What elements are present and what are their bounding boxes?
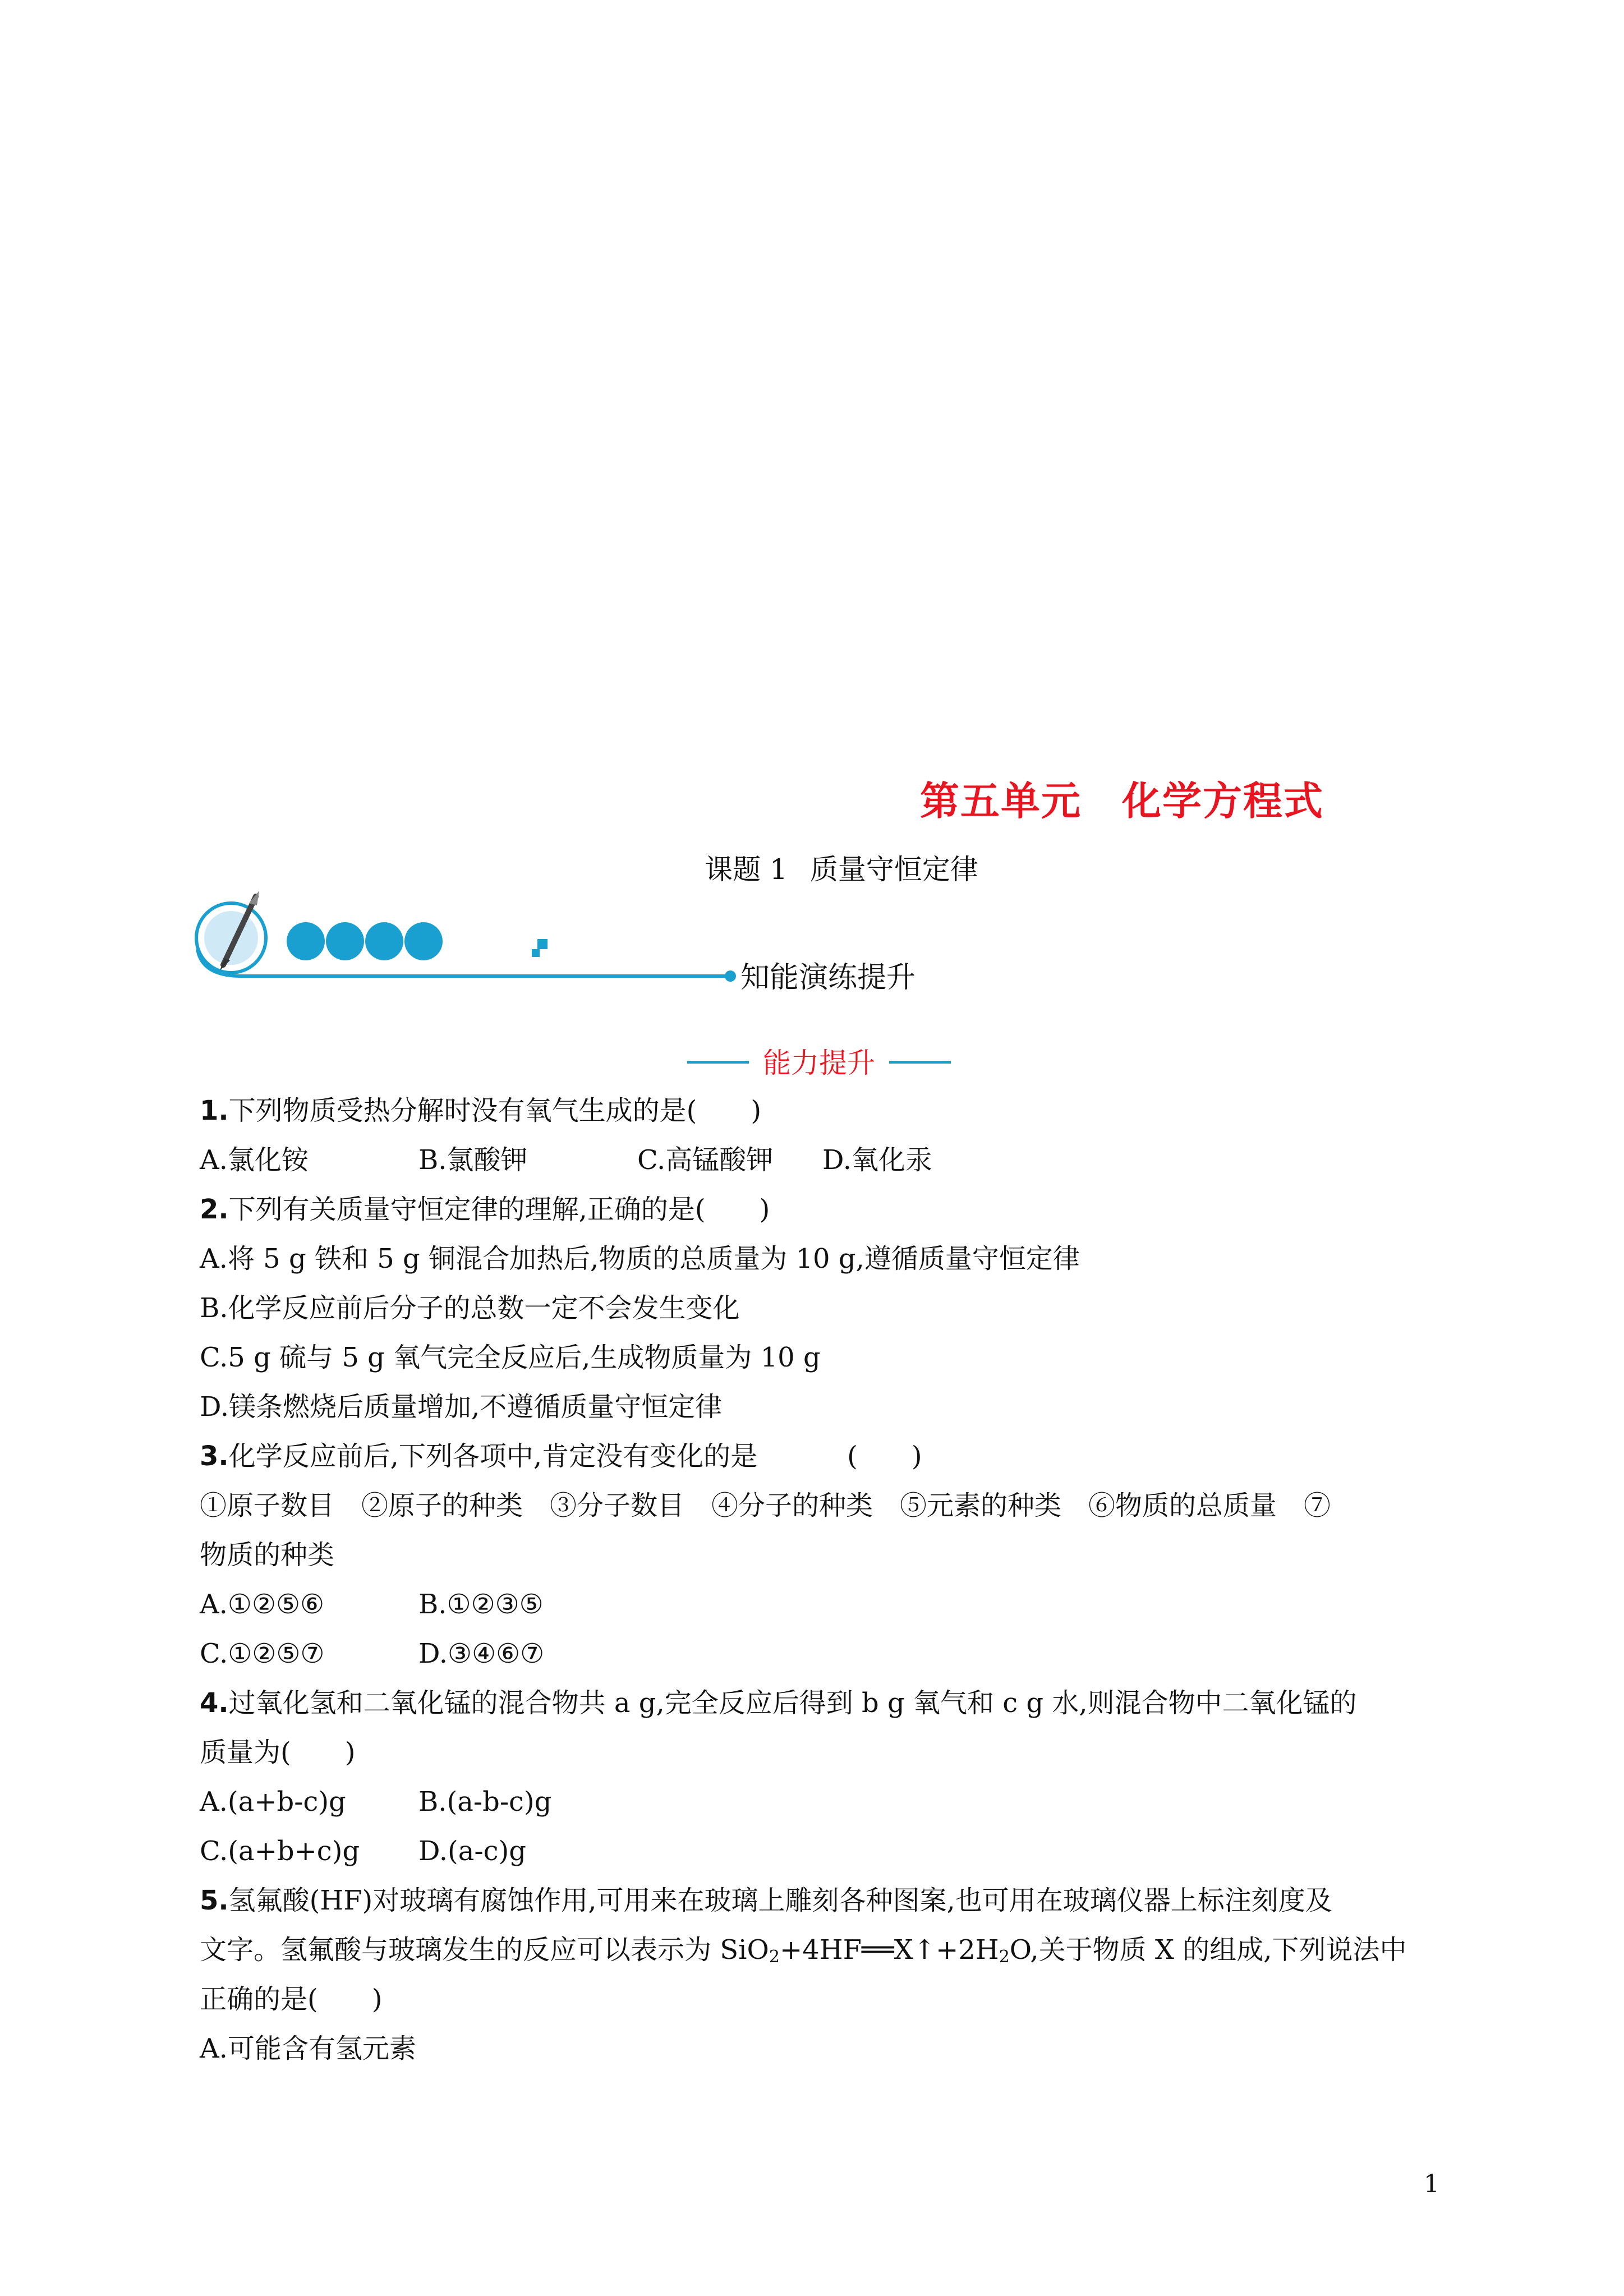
question-1-options — [200, 1135, 1434, 1185]
option-b: B.①②③⑤ — [418, 1589, 544, 1620]
question-number: 4. — [200, 1687, 229, 1719]
banner-dot — [404, 922, 443, 960]
question-3-options-row2 — [200, 1629, 1434, 1678]
subscript: 2 — [769, 1947, 780, 1967]
option-b: B.(a-b-c)g — [418, 1786, 552, 1818]
option-b: B.氯酸钾 — [418, 1144, 528, 1176]
unit-title: 第五单元 化学方程式 — [920, 778, 1324, 824]
question-3-stem — [200, 1432, 1434, 1481]
banner-dot — [287, 922, 325, 960]
question-text: 下列物质受热分解时没有氧气生成的是( ) — [228, 1095, 762, 1126]
stem-part: +4HF══X↑+2H — [779, 1934, 999, 1966]
question-number: 2. — [200, 1194, 229, 1225]
question-5-option-a: A.可能含有氢元素 — [200, 2033, 416, 2064]
heading-rule-left — [687, 1061, 749, 1064]
answer-paren: ( ) — [847, 1441, 922, 1472]
option-d: D.③④⑥⑦ — [418, 1638, 545, 1669]
option-c: C.高锰酸钾 — [637, 1144, 774, 1176]
question-2-option-b: B.化学反应前后分子的总数一定不会发生变化 — [200, 1292, 740, 1324]
question-4-stem — [200, 1678, 1434, 1728]
question-list — [200, 1086, 1434, 2073]
squares-icon — [532, 939, 548, 957]
question-number: 1. — [200, 1095, 229, 1126]
option-a: A.(a+b-c)g — [200, 1786, 346, 1818]
question-number: 3. — [200, 1441, 229, 1472]
page-number: 1 — [1424, 2170, 1439, 2198]
section-heading-text: 能力提升 — [763, 1047, 875, 1079]
section-heading — [687, 1041, 951, 1081]
lesson-name: 质量守恒定律 — [809, 853, 978, 886]
question-2-option-c: C.5 g 硫与 5 g 氧气完全反应后,生成物质量为 10 g — [200, 1342, 821, 1373]
question-1-stem — [200, 1086, 1434, 1135]
question-text: 下列有关质量守恒定律的理解,正确的是( ) — [228, 1194, 770, 1225]
option-a: A.①②⑤⑥ — [200, 1589, 325, 1620]
banner-label: 知能演练提升 — [740, 961, 916, 995]
question-2-stem — [200, 1185, 1434, 1234]
question-4-stem-cont: 质量为( ) — [200, 1737, 356, 1768]
option-d: D.氧化汞 — [822, 1144, 933, 1176]
option-c: C.①②⑤⑦ — [200, 1638, 325, 1669]
lesson-number: 课题 1 — [705, 853, 788, 886]
question-text: 氢氟酸(HF)对玻璃有腐蚀作用,可用来在玻璃上雕刻各种图案,也可用在玻璃仪器上标注刻度及 — [228, 1885, 1332, 1916]
option-c: C.(a+b+c)g — [200, 1835, 360, 1867]
stem-part: 文字。氢氟酸与玻璃发生的反应可以表示为 SiO — [200, 1934, 769, 1966]
heading-rule-right — [889, 1061, 951, 1064]
question-3-items: ①原子数目 ②原子的种类 ③分子数目 ④分子的种类 ⑤元素的种类 ⑥物质的总质量 ⑦ — [200, 1490, 1331, 1521]
banner-dot — [326, 922, 364, 960]
question-4-options-row1 — [200, 1777, 1434, 1826]
subscript: 2 — [999, 1947, 1010, 1967]
question-4-options-row2 — [200, 1826, 1434, 1876]
question-3-options-row1 — [200, 1580, 1434, 1629]
banner-dot — [365, 922, 403, 960]
stem-part: O,关于物质 X 的组成,下列说法中 — [1009, 1934, 1407, 1966]
question-3-items-cont: 物质的种类 — [200, 1539, 335, 1571]
brush-icon — [196, 891, 266, 973]
question-text: 过氧化氢和二氧化锰的混合物共 a g,完全反应后得到 b g 氧气和 c g 水,则混合物中二氧化锰的 — [228, 1687, 1357, 1719]
question-5-stem — [200, 1876, 1434, 1925]
question-2-option-a: A.将 5 g 铁和 5 g 铜混合加热后,物质的总质量为 10 g,遵循质量守恒定律 — [200, 1243, 1080, 1274]
lesson-title — [673, 847, 1010, 887]
option-d: D.(a-c)g — [418, 1835, 526, 1867]
question-text: 化学反应前后,下列各项中,肯定没有变化的是 — [228, 1441, 758, 1472]
option-a: A.氯化铵 — [200, 1144, 309, 1176]
question-5-stem-cont — [200, 1925, 1434, 1975]
question-number: 5. — [200, 1885, 229, 1916]
question-2-option-d: D.镁条燃烧后质量增加,不遵循质量守恒定律 — [200, 1391, 723, 1423]
banner-end-dot — [725, 970, 736, 982]
question-5-stem-end: 正确的是( ) — [200, 1984, 383, 2015]
